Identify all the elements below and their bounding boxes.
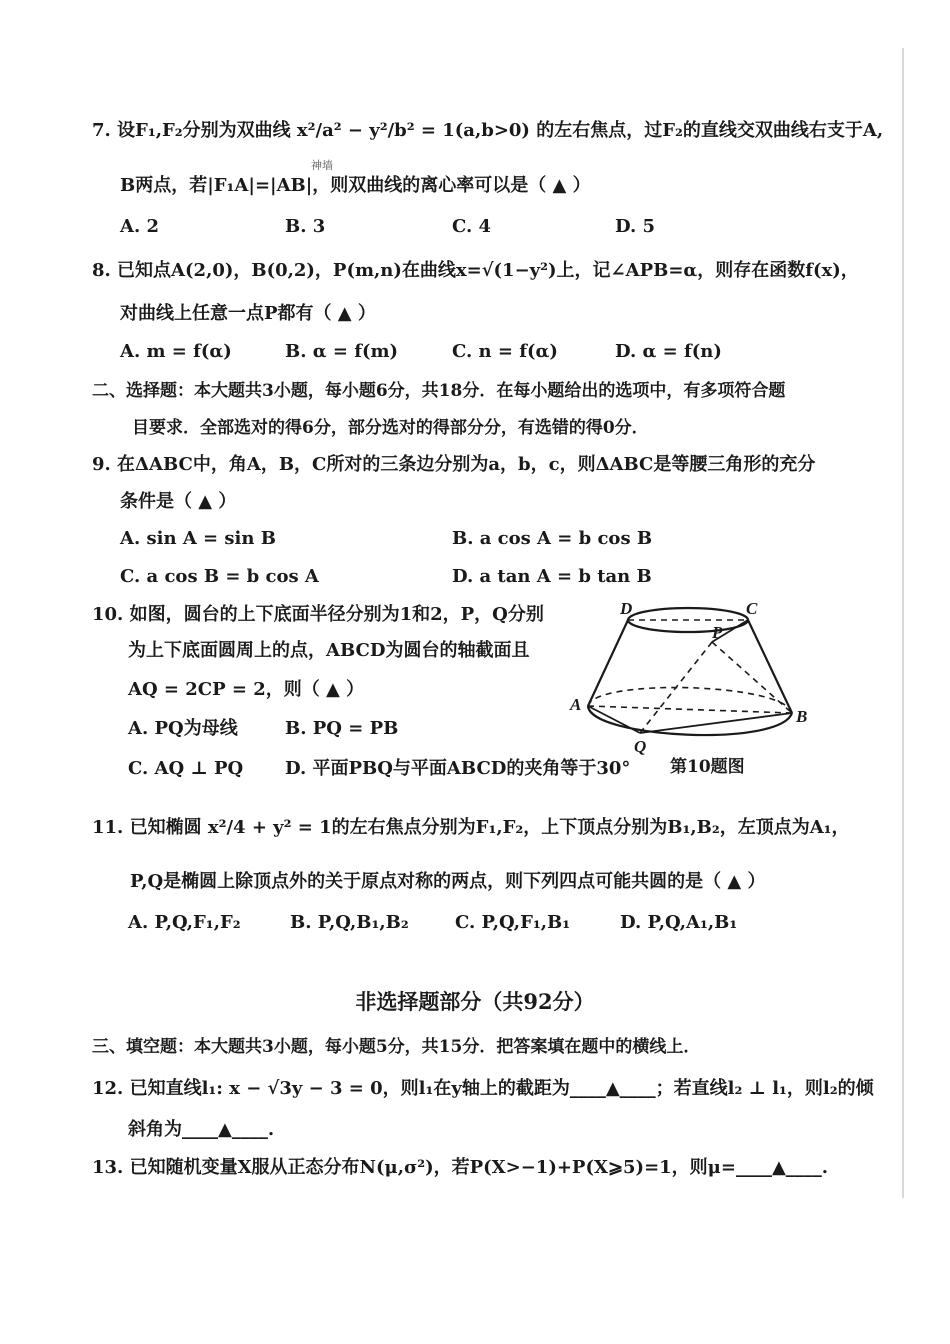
frustum-figure bbox=[560, 598, 820, 778]
q7-line2: B两点，若|F₁A|=|AB|，则双曲线的离心率可以是（ ▲ ） bbox=[120, 175, 591, 196]
q10-line2: 为上下底面圆周上的点，ABCD为圆台的轴截面且 bbox=[128, 640, 530, 661]
page-edge bbox=[902, 48, 904, 1198]
section2-line1: 二、选择题：本大题共3小题，每小题6分，共18分．在每小题给出的选项中，有多项符合题 bbox=[92, 381, 786, 401]
label-q: Q bbox=[634, 737, 647, 756]
q11-option-c: C. P,Q,F₁,B₁ bbox=[455, 912, 571, 933]
label-p: P bbox=[712, 623, 723, 642]
segment-pb bbox=[712, 642, 792, 713]
q9-line2: 条件是（ ▲ ） bbox=[120, 491, 237, 512]
segment-qb bbox=[640, 713, 792, 733]
q12-line1: 12. 已知直线l₁: x − √3y − 3 = 0，则l₁在y轴上的截距为____▲____；若直线l₂ ⊥ l₁，则l₂的倾 bbox=[92, 1078, 874, 1099]
q9-option-a: A. sin A = sin B bbox=[120, 528, 276, 549]
q9-option-d: D. a tan A = b tan B bbox=[452, 566, 652, 587]
q11-line2: P,Q是椭圆上除顶点外的关于原点对称的两点，则下列四点可能共圆的是（ ▲ ） bbox=[130, 871, 766, 892]
section3-header: 三、填空题：本大题共3小题，每小题5分，共15分．把答案填在题中的横线上． bbox=[92, 1037, 701, 1057]
label-d: D bbox=[620, 599, 633, 618]
q8-option-d: D. α = f(n) bbox=[615, 341, 722, 362]
label-a: A bbox=[570, 695, 582, 714]
q12-line2: 斜角为____▲____. bbox=[128, 1119, 275, 1140]
q9-option-b: B. a cos A = b cos B bbox=[452, 528, 653, 549]
label-b: B bbox=[796, 707, 808, 726]
q10-option-c: C. AQ ⊥ PQ bbox=[128, 758, 244, 779]
q7-option-d: D. 5 bbox=[615, 216, 656, 237]
q10-line1: 10. 如图，圆台的上下底面半径分别为1和2，P，Q分别 bbox=[92, 604, 544, 625]
q10-option-d: D. 平面PBQ与平面ABCD的夹角等于30° bbox=[285, 758, 631, 779]
segment-ab bbox=[588, 706, 792, 713]
q10-option-b: B. PQ = PB bbox=[285, 718, 399, 739]
q8-option-c: C. n = f(α) bbox=[452, 341, 558, 362]
q8-option-a: A. m = f(α) bbox=[120, 341, 232, 362]
q7-option-c: C. 4 bbox=[452, 216, 492, 237]
part2-title: 非选择题部分（共92分） bbox=[355, 989, 595, 1014]
q10-option-a: A. PQ为母线 bbox=[128, 718, 238, 739]
q11-option-d: D. P,Q,A₁,B₁ bbox=[620, 912, 738, 933]
figure-caption: 第10题图 bbox=[670, 757, 745, 777]
segment-aq bbox=[588, 706, 640, 733]
label-c: C bbox=[746, 599, 758, 618]
q7-option-a: A. 2 bbox=[120, 216, 160, 237]
q10-line3: AQ = 2CP = 2，则（ ▲ ） bbox=[128, 679, 365, 700]
q8-line2: 对曲线上任意一点P都有（ ▲ ） bbox=[120, 303, 376, 324]
q8-line1: 8. 已知点A(2,0)，B(0,2)，P(m,n)在曲线x=√(1−y²)上，记∠APB=α，则存在函数f(x)， bbox=[92, 260, 859, 281]
q9-option-c: C. a cos B = b cos A bbox=[120, 566, 319, 587]
watermark: 神墙 bbox=[311, 159, 333, 172]
q13-line1: 13. 已知随机变量X服从正态分布N(μ,σ²)，若P(X>−1)+P(X⩾5)=1，则μ=____▲____. bbox=[92, 1157, 829, 1178]
q11-line1: 11. 已知椭圆 x²/4 + y² = 1的左右焦点分别为F₁,F₂，上下顶点分别为B₁,B₂，左顶点为A₁， bbox=[92, 817, 850, 838]
bottom-base-front-arc bbox=[588, 706, 792, 735]
q7-line1: 7. 设F₁,F₂分别为双曲线 x²/a² − y²/b² = 1(a,b>0) 的左右焦点，过F₂的直线交双曲线右支于A, bbox=[92, 120, 884, 141]
q7-option-b: B. 3 bbox=[285, 216, 326, 237]
section2-line2: 目要求．全部选对的得6分，部分选对的得部分分，有选错的得0分． bbox=[132, 418, 649, 438]
q9-line1: 9. 在ΔABC中，角A，B，C所对的三条边分别为a，b，c，则ΔABC是等腰三角形的充分 bbox=[92, 454, 816, 475]
q11-option-b: B. P,Q,B₁,B₂ bbox=[290, 912, 409, 933]
q11-option-a: A. P,Q,F₁,F₂ bbox=[128, 912, 241, 933]
q8-option-b: B. α = f(m) bbox=[285, 341, 399, 362]
